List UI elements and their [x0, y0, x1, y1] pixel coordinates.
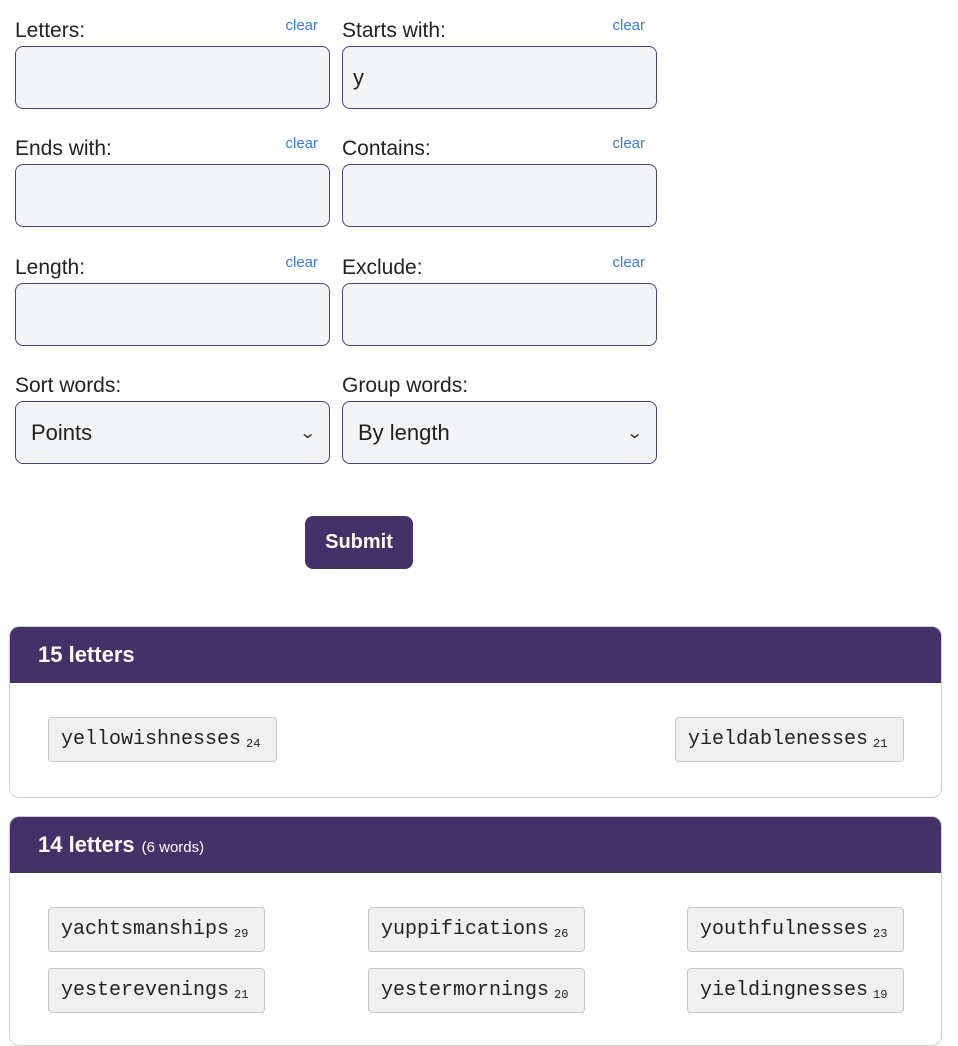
word-text: yachtsmanships — [61, 918, 230, 941]
word-text: yuppifications — [381, 918, 550, 941]
word-chip[interactable] — [48, 907, 265, 952]
word-chip[interactable] — [675, 717, 904, 762]
length-label: Length: — [15, 256, 86, 279]
word-chip[interactable] — [48, 717, 277, 762]
contains-label: Contains: — [342, 137, 431, 160]
word-points: 24 — [246, 736, 261, 751]
word-chip[interactable] — [368, 907, 585, 952]
ends-with-clear-link[interactable]: clear — [285, 135, 318, 152]
group-header — [10, 627, 941, 683]
chevron-down-icon: ⌄ — [298, 424, 317, 442]
group-title: 14 letters — [38, 832, 135, 857]
ends-with-label: Ends with: — [15, 137, 112, 160]
contains-input[interactable] — [342, 164, 657, 227]
word-text: yieldingnesses — [700, 979, 869, 1002]
starts-with-label: Starts with: — [342, 19, 446, 42]
result-group-15-letters — [9, 626, 942, 798]
group-title: 15 letters — [38, 642, 135, 667]
length-input[interactable] — [15, 283, 330, 346]
starts-with-clear-link[interactable]: clear — [612, 17, 645, 34]
word-chip[interactable] — [687, 968, 904, 1013]
letters-label: Letters: — [15, 19, 86, 42]
word-points: 23 — [873, 926, 888, 941]
starts-with-input[interactable] — [342, 46, 657, 109]
word-chip[interactable] — [687, 907, 904, 952]
exclude-clear-link[interactable]: clear — [612, 254, 645, 271]
contains-clear-link[interactable]: clear — [612, 135, 645, 152]
word-points: 20 — [554, 987, 569, 1002]
length-clear-link[interactable]: clear — [285, 254, 318, 271]
word-points: 21 — [873, 736, 888, 751]
word-text: youthfulnesses — [700, 918, 869, 941]
group-label: Group words: — [342, 374, 469, 397]
submit-button[interactable]: Submit — [305, 516, 413, 569]
chevron-down-icon: ⌄ — [625, 424, 644, 442]
sort-label: Sort words: — [15, 374, 122, 397]
result-group-14-letters — [9, 816, 942, 1046]
word-points: 21 — [234, 987, 249, 1002]
word-text: yesterevenings — [61, 979, 230, 1002]
word-chip[interactable] — [48, 968, 265, 1013]
word-points: 26 — [554, 926, 569, 941]
word-text: yellowishnesses — [61, 728, 242, 751]
group-word-count: (6 words) — [141, 838, 205, 856]
exclude-label: Exclude: — [342, 256, 423, 279]
word-text: yestermornings — [381, 979, 550, 1002]
word-chip[interactable] — [368, 968, 585, 1013]
sort-selected-value: Points — [31, 419, 93, 445]
letters-clear-link[interactable]: clear — [285, 17, 318, 34]
word-points: 19 — [873, 987, 888, 1002]
group-select[interactable] — [342, 401, 657, 464]
sort-select[interactable] — [15, 401, 330, 464]
exclude-input[interactable] — [342, 283, 657, 346]
letters-input[interactable] — [15, 46, 330, 109]
group-selected-value: By length — [358, 419, 450, 445]
word-text: yieldablenesses — [688, 728, 869, 751]
group-header — [10, 817, 941, 873]
word-points: 29 — [234, 926, 249, 941]
ends-with-input[interactable] — [15, 164, 330, 227]
